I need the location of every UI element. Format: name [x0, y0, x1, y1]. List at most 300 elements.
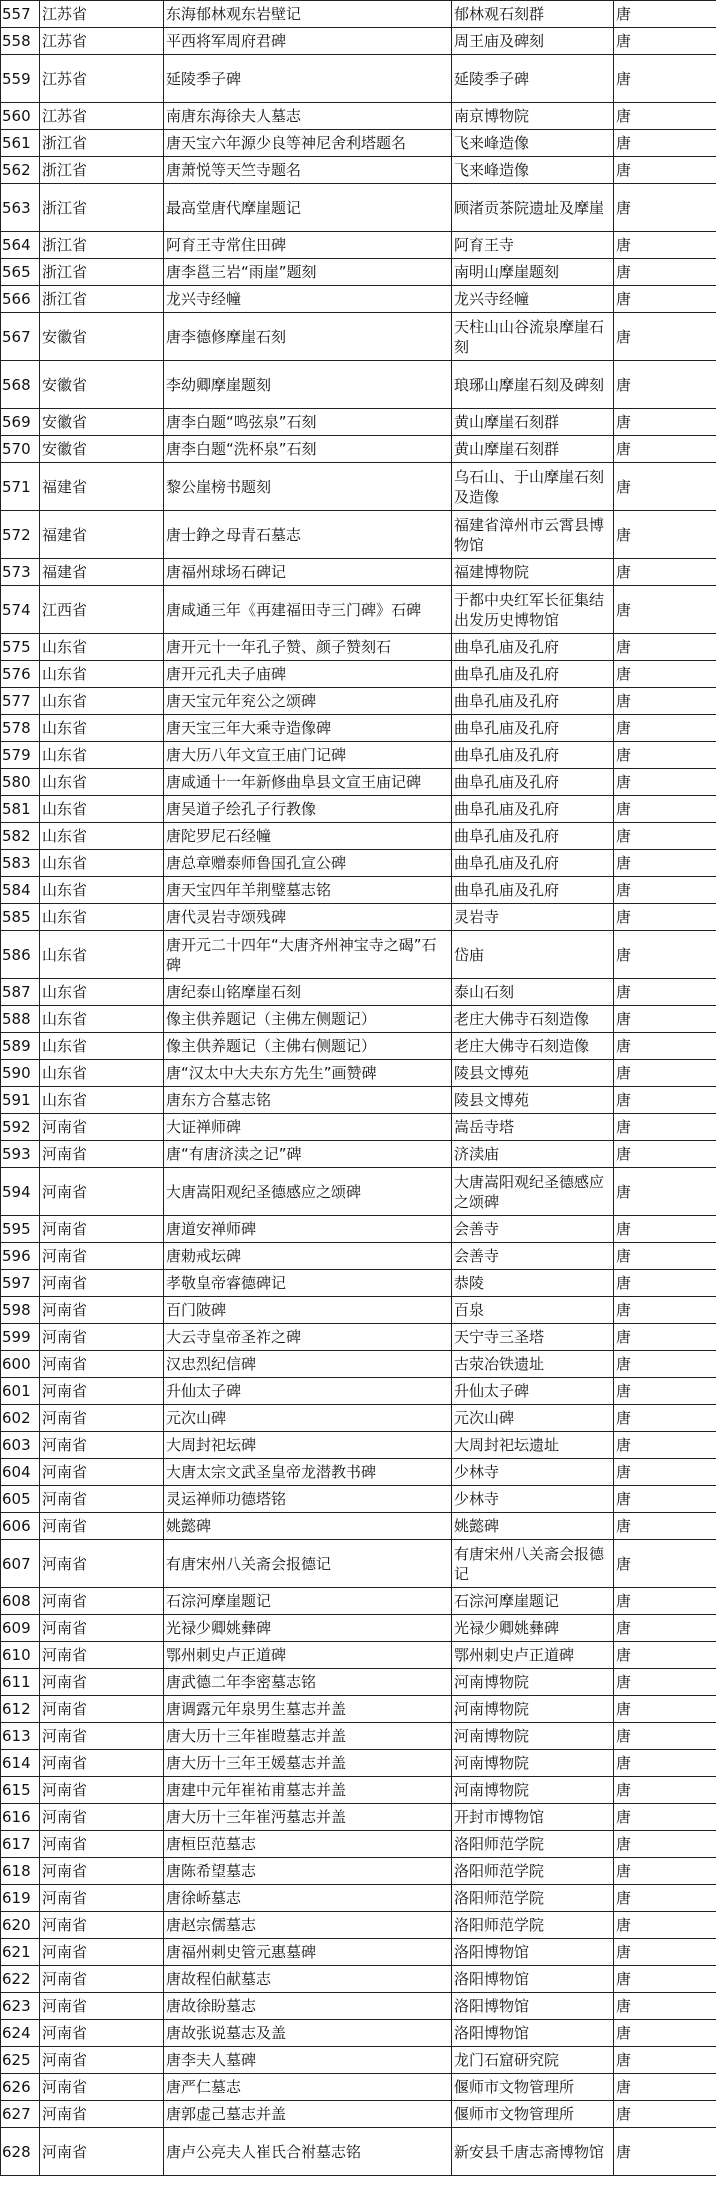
cell-number: 571 — [1, 463, 40, 511]
cell-inscription-name: 唐建中元年崔祐甫墓志并盖 — [164, 1777, 452, 1804]
cell-location: 恭陵 — [452, 1270, 614, 1297]
cell-inscription-name: 姚懿碑 — [164, 1513, 452, 1540]
cell-era: 唐 — [614, 1804, 716, 1831]
cell-era: 唐 — [614, 1405, 716, 1432]
cell-inscription-name: 唐故张说墓志及盖 — [164, 2020, 452, 2047]
cell-inscription-name: 大证禅师碑 — [164, 1114, 452, 1141]
cell-location: 郁林观石刻群 — [452, 1, 614, 28]
cell-location: 顾渚贡茶院遗址及摩崖 — [452, 184, 614, 232]
cell-province: 河南省 — [40, 1993, 164, 2020]
cell-era: 唐 — [614, 931, 716, 979]
table-row — [1, 850, 716, 877]
table-row — [1, 1858, 716, 1885]
cell-province: 福建省 — [40, 559, 164, 586]
table-row — [1, 796, 716, 823]
cell-era: 唐 — [614, 1, 716, 28]
table-row — [1, 409, 716, 436]
cell-era: 唐 — [614, 1777, 716, 1804]
table-row — [1, 559, 716, 586]
table-row — [1, 931, 716, 979]
cell-era: 唐 — [614, 769, 716, 796]
cell-inscription-name: 平西将军周府君碑 — [164, 28, 452, 55]
cell-inscription-name: 石淙河摩崖题记 — [164, 1588, 452, 1615]
cell-era: 唐 — [614, 1168, 716, 1216]
table-row — [1, 1324, 716, 1351]
cell-number: 618 — [1, 1858, 40, 1885]
table-row — [1, 1777, 716, 1804]
cell-location: 天宁寺三圣塔 — [452, 1324, 614, 1351]
cell-province: 河南省 — [40, 2128, 164, 2176]
cell-province: 河南省 — [40, 1432, 164, 1459]
cell-province: 浙江省 — [40, 259, 164, 286]
cell-inscription-name: 汉忠烈纪信碑 — [164, 1351, 452, 1378]
cell-province: 河南省 — [40, 1885, 164, 1912]
cell-era: 唐 — [614, 2020, 716, 2047]
cell-location: 会善寺 — [452, 1216, 614, 1243]
cell-inscription-name: 阿育王寺常住田碑 — [164, 232, 452, 259]
cell-location: 飞来峰造像 — [452, 157, 614, 184]
cell-number: 595 — [1, 1216, 40, 1243]
cell-location: 曲阜孔庙及孔府 — [452, 823, 614, 850]
cell-era: 唐 — [614, 1513, 716, 1540]
cell-province: 河南省 — [40, 1405, 164, 1432]
cell-era: 唐 — [614, 286, 716, 313]
cell-location: 老庄大佛寺石刻造像 — [452, 1006, 614, 1033]
cell-number: 599 — [1, 1324, 40, 1351]
cell-era: 唐 — [614, 1588, 716, 1615]
table-row — [1, 1006, 716, 1033]
cell-location: 曲阜孔庙及孔府 — [452, 742, 614, 769]
cell-province: 河南省 — [40, 2020, 164, 2047]
cell-era: 唐 — [614, 1243, 716, 1270]
table-row — [1, 769, 716, 796]
cell-era: 唐 — [614, 850, 716, 877]
table-row — [1, 1486, 716, 1513]
cell-inscription-name: 唐李白题“鸣弦泉”石刻 — [164, 409, 452, 436]
cell-location: 升仙太子碑 — [452, 1378, 614, 1405]
table-row — [1, 1696, 716, 1723]
cell-location: 开封市博物馆 — [452, 1804, 614, 1831]
cell-era: 唐 — [614, 2101, 716, 2128]
cell-era: 唐 — [614, 463, 716, 511]
cell-number: 593 — [1, 1141, 40, 1168]
cell-inscription-name: 唐陈希望墓志 — [164, 1858, 452, 1885]
cell-number: 563 — [1, 184, 40, 232]
cell-province: 江苏省 — [40, 28, 164, 55]
cell-location: 曲阜孔庙及孔府 — [452, 661, 614, 688]
cell-era: 唐 — [614, 157, 716, 184]
cell-province: 山东省 — [40, 661, 164, 688]
cell-province: 山东省 — [40, 979, 164, 1006]
cell-province: 河南省 — [40, 1966, 164, 1993]
cell-number: 623 — [1, 1993, 40, 2020]
cell-location: 河南博物院 — [452, 1777, 614, 1804]
cell-inscription-name: 唐调露元年泉男生墓志并盖 — [164, 1696, 452, 1723]
cell-era: 唐 — [614, 742, 716, 769]
cell-number: 565 — [1, 259, 40, 286]
cell-era: 唐 — [614, 259, 716, 286]
cell-era: 唐 — [614, 1750, 716, 1777]
cell-inscription-name: 唐李白题“洗杯泉”石刻 — [164, 436, 452, 463]
cell-inscription-name: 唐李德修摩崖石刻 — [164, 313, 452, 361]
cell-inscription-name: 唐天宝六年源少良等神尼舍利塔题名 — [164, 130, 452, 157]
table-row — [1, 1540, 716, 1588]
table-row — [1, 2128, 716, 2176]
cell-province: 江苏省 — [40, 55, 164, 103]
cell-number: 622 — [1, 1966, 40, 1993]
cell-province: 河南省 — [40, 1723, 164, 1750]
cell-number: 574 — [1, 586, 40, 634]
cell-number: 607 — [1, 1540, 40, 1588]
cell-era: 唐 — [614, 688, 716, 715]
cell-inscription-name: 唐严仁墓志 — [164, 2074, 452, 2101]
cell-era: 唐 — [614, 409, 716, 436]
table-row — [1, 157, 716, 184]
cell-province: 河南省 — [40, 1114, 164, 1141]
cell-province: 河南省 — [40, 1378, 164, 1405]
cell-inscription-name: 唐开元十一年孔子赞、颜子赞刻石 — [164, 634, 452, 661]
table-row — [1, 1642, 716, 1669]
cell-number: 625 — [1, 2047, 40, 2074]
cell-location: 于都中央红军长征集结出发历史博物馆 — [452, 586, 614, 634]
cell-number: 562 — [1, 157, 40, 184]
cell-number: 594 — [1, 1168, 40, 1216]
cell-number: 613 — [1, 1723, 40, 1750]
cell-location: 嵩岳寺塔 — [452, 1114, 614, 1141]
table-row — [1, 286, 716, 313]
cell-number: 601 — [1, 1378, 40, 1405]
cell-inscription-name: 唐萧悦等天竺寺题名 — [164, 157, 452, 184]
cell-era: 唐 — [614, 1270, 716, 1297]
cell-inscription-name: 唐天宝四年羊荆璧墓志铭 — [164, 877, 452, 904]
cell-location: 新安县千唐志斋博物馆 — [452, 2128, 614, 2176]
cell-era: 唐 — [614, 436, 716, 463]
cell-number: 579 — [1, 742, 40, 769]
cell-inscription-name: 唐“汉太中大夫东方先生”画赞碑 — [164, 1060, 452, 1087]
cell-number: 620 — [1, 1912, 40, 1939]
cell-number: 610 — [1, 1642, 40, 1669]
table-row — [1, 1, 716, 28]
cell-era: 唐 — [614, 1858, 716, 1885]
cell-number: 559 — [1, 55, 40, 103]
table-row — [1, 103, 716, 130]
cell-number: 624 — [1, 2020, 40, 2047]
table-row — [1, 1168, 716, 1216]
table-row — [1, 1912, 716, 1939]
cell-inscription-name: 唐“有唐济渎之记”碑 — [164, 1141, 452, 1168]
cell-inscription-name: 有唐宋州八关斋会报德记 — [164, 1540, 452, 1588]
cell-number: 597 — [1, 1270, 40, 1297]
cell-inscription-name: 光禄少卿姚彝碑 — [164, 1615, 452, 1642]
cell-location: 洛阳师范学院 — [452, 1831, 614, 1858]
cell-number: 603 — [1, 1432, 40, 1459]
cell-number: 570 — [1, 436, 40, 463]
cell-inscription-name: 唐赵宗儒墓志 — [164, 1912, 452, 1939]
table-row — [1, 1588, 716, 1615]
cell-inscription-name: 龙兴寺经幢 — [164, 286, 452, 313]
cell-era: 唐 — [614, 823, 716, 850]
cell-inscription-name: 唐故徐盼墓志 — [164, 1993, 452, 2020]
table-row — [1, 361, 716, 409]
cell-location: 少林寺 — [452, 1459, 614, 1486]
cell-number: 561 — [1, 130, 40, 157]
table-row — [1, 1270, 716, 1297]
cell-location: 曲阜孔庙及孔府 — [452, 688, 614, 715]
cell-number: 596 — [1, 1243, 40, 1270]
cell-number: 584 — [1, 877, 40, 904]
cell-era: 唐 — [614, 1033, 716, 1060]
table-row — [1, 634, 716, 661]
cell-location: 百泉 — [452, 1297, 614, 1324]
cell-inscription-name: 唐开元孔夫子庙碑 — [164, 661, 452, 688]
cell-number: 615 — [1, 1777, 40, 1804]
table-row — [1, 2047, 716, 2074]
cell-number: 585 — [1, 904, 40, 931]
cell-province: 河南省 — [40, 2047, 164, 2074]
cell-location: 飞来峰造像 — [452, 130, 614, 157]
table-row — [1, 1615, 716, 1642]
cell-province: 河南省 — [40, 1615, 164, 1642]
cell-province: 山东省 — [40, 634, 164, 661]
cell-location: 会善寺 — [452, 1243, 614, 1270]
cell-province: 山东省 — [40, 796, 164, 823]
cell-province: 河南省 — [40, 1459, 164, 1486]
cell-province: 河南省 — [40, 1912, 164, 1939]
cell-province: 江西省 — [40, 586, 164, 634]
table-row — [1, 463, 716, 511]
cell-province: 安徽省 — [40, 313, 164, 361]
cell-number: 587 — [1, 979, 40, 1006]
cell-inscription-name: 鄂州刺史卢正道碑 — [164, 1642, 452, 1669]
cell-era: 唐 — [614, 1297, 716, 1324]
cell-number: 606 — [1, 1513, 40, 1540]
cell-number: 591 — [1, 1087, 40, 1114]
cell-number: 566 — [1, 286, 40, 313]
cell-number: 567 — [1, 313, 40, 361]
cell-inscription-name: 大周封祀坛碑 — [164, 1432, 452, 1459]
cell-number: 572 — [1, 511, 40, 559]
cell-province: 河南省 — [40, 1831, 164, 1858]
cell-province: 河南省 — [40, 1141, 164, 1168]
cell-province: 山东省 — [40, 742, 164, 769]
cell-location: 姚懿碑 — [452, 1513, 614, 1540]
cell-province: 山东省 — [40, 715, 164, 742]
table-row — [1, 1804, 716, 1831]
cell-era: 唐 — [614, 1378, 716, 1405]
cell-number: 608 — [1, 1588, 40, 1615]
cell-era: 唐 — [614, 1486, 716, 1513]
cell-number: 617 — [1, 1831, 40, 1858]
cell-province: 安徽省 — [40, 409, 164, 436]
cell-province: 河南省 — [40, 1642, 164, 1669]
table-row — [1, 1351, 716, 1378]
cell-location: 洛阳师范学院 — [452, 1912, 614, 1939]
cell-province: 河南省 — [40, 1243, 164, 1270]
cell-inscription-name: 孝敬皇帝睿德碑记 — [164, 1270, 452, 1297]
table-row — [1, 688, 716, 715]
cell-location: 琅琊山摩崖石刻及碑刻 — [452, 361, 614, 409]
cell-era: 唐 — [614, 1615, 716, 1642]
table-row — [1, 1993, 716, 2020]
cell-province: 河南省 — [40, 1696, 164, 1723]
cell-location: 元次山碑 — [452, 1405, 614, 1432]
cell-number: 619 — [1, 1885, 40, 1912]
cell-province: 河南省 — [40, 1804, 164, 1831]
cell-location: 陵县文博苑 — [452, 1060, 614, 1087]
table-row — [1, 2101, 716, 2128]
cell-number: 621 — [1, 1939, 40, 1966]
cell-location: 福建博物院 — [452, 559, 614, 586]
cell-era: 唐 — [614, 979, 716, 1006]
cell-location: 阿育王寺 — [452, 232, 614, 259]
cell-era: 唐 — [614, 586, 716, 634]
cell-province: 河南省 — [40, 1216, 164, 1243]
table-body — [1, 1, 716, 2176]
table-row — [1, 511, 716, 559]
cell-location: 大周封祀坛遗址 — [452, 1432, 614, 1459]
cell-era: 唐 — [614, 634, 716, 661]
table-row — [1, 184, 716, 232]
cell-era: 唐 — [614, 1723, 716, 1750]
cell-number: 590 — [1, 1060, 40, 1087]
cell-number: 598 — [1, 1297, 40, 1324]
cell-location: 龙门石窟研究院 — [452, 2047, 614, 2074]
cell-era: 唐 — [614, 1696, 716, 1723]
cell-province: 河南省 — [40, 1540, 164, 1588]
cell-location: 洛阳博物馆 — [452, 2020, 614, 2047]
cell-number: 568 — [1, 361, 40, 409]
cell-province: 山东省 — [40, 769, 164, 796]
cell-location: 曲阜孔庙及孔府 — [452, 634, 614, 661]
cell-province: 山东省 — [40, 1060, 164, 1087]
cell-inscription-name: 唐总章赠泰师鲁国孔宣公碑 — [164, 850, 452, 877]
cell-number: 604 — [1, 1459, 40, 1486]
cell-province: 河南省 — [40, 1486, 164, 1513]
cell-inscription-name: 李幼卿摩崖题刻 — [164, 361, 452, 409]
cell-location: 乌石山、于山摩崖石刻及造像 — [452, 463, 614, 511]
cell-inscription-name: 唐纪泰山铭摩崖石刻 — [164, 979, 452, 1006]
cell-province: 河南省 — [40, 1324, 164, 1351]
table-row — [1, 1723, 716, 1750]
cell-era: 唐 — [614, 796, 716, 823]
cell-inscription-name: 大唐太宗文武圣皇帝龙潜教书碑 — [164, 1459, 452, 1486]
cell-province: 河南省 — [40, 1588, 164, 1615]
cell-province: 安徽省 — [40, 436, 164, 463]
cell-era: 唐 — [614, 715, 716, 742]
cell-location: 少林寺 — [452, 1486, 614, 1513]
table-row — [1, 1939, 716, 1966]
cell-province: 山东省 — [40, 1006, 164, 1033]
cell-province: 河南省 — [40, 2101, 164, 2128]
cell-province: 浙江省 — [40, 130, 164, 157]
cell-location: 黄山摩崖石刻群 — [452, 409, 614, 436]
cell-location: 济渎庙 — [452, 1141, 614, 1168]
cell-location: 曲阜孔庙及孔府 — [452, 796, 614, 823]
cell-inscription-name: 唐郭虚己墓志并盖 — [164, 2101, 452, 2128]
cell-location: 河南博物院 — [452, 1723, 614, 1750]
cell-era: 唐 — [614, 1669, 716, 1696]
table-row — [1, 823, 716, 850]
table-row — [1, 661, 716, 688]
cell-era: 唐 — [614, 1087, 716, 1114]
cell-province: 江苏省 — [40, 1, 164, 28]
table-row — [1, 1297, 716, 1324]
cell-province: 河南省 — [40, 1270, 164, 1297]
cell-province: 河南省 — [40, 1750, 164, 1777]
cell-number: 616 — [1, 1804, 40, 1831]
cell-inscription-name: 大唐嵩阳观纪圣德感应之颂碑 — [164, 1168, 452, 1216]
cell-inscription-name: 唐大历十三年崔沔墓志并盖 — [164, 1804, 452, 1831]
cell-era: 唐 — [614, 511, 716, 559]
table-row — [1, 1831, 716, 1858]
cell-inscription-name: 唐大历十三年王媛墓志并盖 — [164, 1750, 452, 1777]
cell-number: 558 — [1, 28, 40, 55]
cell-era: 唐 — [614, 1060, 716, 1087]
cell-province: 河南省 — [40, 2074, 164, 2101]
cell-era: 唐 — [614, 904, 716, 931]
cell-era: 唐 — [614, 1216, 716, 1243]
cell-inscription-name: 唐士錚之母青石墓志 — [164, 511, 452, 559]
cell-era: 唐 — [614, 1939, 716, 1966]
cell-number: 600 — [1, 1351, 40, 1378]
cell-inscription-name: 唐天宝元年兖公之颂碑 — [164, 688, 452, 715]
cell-era: 唐 — [614, 184, 716, 232]
table-row — [1, 1513, 716, 1540]
table-row — [1, 586, 716, 634]
table-row — [1, 1243, 716, 1270]
cell-number: 609 — [1, 1615, 40, 1642]
cell-inscription-name: 唐武德二年李密墓志铭 — [164, 1669, 452, 1696]
cell-era: 唐 — [614, 1966, 716, 1993]
cell-era: 唐 — [614, 1432, 716, 1459]
cell-number: 582 — [1, 823, 40, 850]
cell-location: 陵县文博苑 — [452, 1087, 614, 1114]
cell-number: 581 — [1, 796, 40, 823]
cell-era: 唐 — [614, 1006, 716, 1033]
cell-province: 河南省 — [40, 1297, 164, 1324]
cell-inscription-name: 像主供养题记（主佛右侧题记） — [164, 1033, 452, 1060]
cell-inscription-name: 唐东方合墓志铭 — [164, 1087, 452, 1114]
cell-number: 627 — [1, 2101, 40, 2128]
cell-number: 576 — [1, 661, 40, 688]
cell-inscription-name: 唐代灵岩寺颂残碑 — [164, 904, 452, 931]
cell-era: 唐 — [614, 1114, 716, 1141]
cell-province: 河南省 — [40, 1513, 164, 1540]
cell-number: 592 — [1, 1114, 40, 1141]
cell-number: 612 — [1, 1696, 40, 1723]
cell-inscription-name: 唐福州球场石碑记 — [164, 559, 452, 586]
cell-location: 灵岩寺 — [452, 904, 614, 931]
cell-era: 唐 — [614, 877, 716, 904]
cell-location: 曲阜孔庙及孔府 — [452, 877, 614, 904]
cell-location: 洛阳博物馆 — [452, 1939, 614, 1966]
cell-province: 山东省 — [40, 931, 164, 979]
cell-province: 河南省 — [40, 1858, 164, 1885]
cell-inscription-name: 唐开元二十四年“大唐齐州神宝寺之碣”石碑 — [164, 931, 452, 979]
cell-number: 586 — [1, 931, 40, 979]
table-row — [1, 1669, 716, 1696]
cell-location: 老庄大佛寺石刻造像 — [452, 1033, 614, 1060]
cell-inscription-name: 百门陂碑 — [164, 1297, 452, 1324]
cell-inscription-name: 元次山碑 — [164, 1405, 452, 1432]
cell-era: 唐 — [614, 1993, 716, 2020]
cell-era: 唐 — [614, 2047, 716, 2074]
cell-era: 唐 — [614, 1540, 716, 1588]
table-row — [1, 1459, 716, 1486]
cell-province: 浙江省 — [40, 232, 164, 259]
cell-province: 河南省 — [40, 1669, 164, 1696]
cell-number: 564 — [1, 232, 40, 259]
